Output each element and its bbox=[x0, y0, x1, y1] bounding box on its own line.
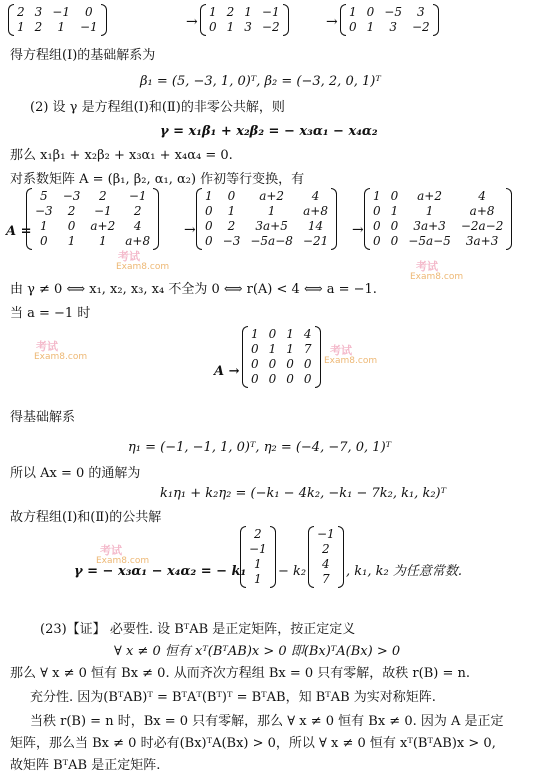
matrix-cell: 0 bbox=[205, 204, 213, 218]
matrix-cell: −1 bbox=[317, 527, 335, 541]
matrix-cell: 1 bbox=[205, 189, 213, 203]
matrix-cell: 2 bbox=[322, 542, 330, 556]
matrix-cell: 1 bbox=[425, 204, 434, 218]
matrix-grid bbox=[346, 4, 433, 36]
matrix-cell: 1 bbox=[366, 20, 375, 34]
matrix-grid bbox=[206, 4, 283, 36]
bracket-right bbox=[506, 188, 512, 250]
matrix-cell: 2 bbox=[34, 20, 43, 34]
formula-part: − k₂ bbox=[278, 564, 307, 579]
matrix-cell: 1 bbox=[373, 189, 381, 203]
matrix-cell: a+2 bbox=[417, 189, 442, 203]
matrix-cell: 0 bbox=[286, 372, 294, 386]
matrix-cell: −1 bbox=[79, 20, 98, 34]
matrix-cell: 0 bbox=[85, 5, 93, 19]
matrix-a bbox=[26, 188, 159, 250]
matrix-cell: 0 bbox=[67, 219, 76, 233]
matrix-cell: 0 bbox=[209, 20, 217, 34]
matrix-cell: 1 bbox=[254, 557, 262, 571]
matrix-cell: 0 bbox=[349, 20, 357, 34]
matrix-cell: 1 bbox=[286, 327, 294, 341]
arrow: → bbox=[186, 14, 198, 30]
watermark-url: Exam8.com bbox=[96, 556, 150, 566]
matrix-cell: 0 bbox=[286, 357, 294, 371]
text-line: 故矩阵 BᵀAB 是正定矩阵. bbox=[10, 758, 161, 773]
text-line: (23)【证】 必要性. 设 BᵀAB 是正定矩阵，按正定定义 bbox=[40, 622, 356, 637]
vector-2 bbox=[308, 526, 344, 588]
watermark-logo: 考试 bbox=[36, 340, 58, 353]
matrix-cell: 1 bbox=[99, 234, 107, 248]
bracket-right bbox=[101, 4, 107, 36]
formula-line: γ = x₁β₁ + x₂β₂ = − x₃α₁ − x₄α₂ bbox=[160, 124, 378, 139]
matrix-cell: 0 bbox=[268, 372, 277, 386]
matrix-cell: 0 bbox=[268, 327, 277, 341]
matrix-cell: 2 bbox=[99, 189, 107, 203]
matrix-cell: 1 bbox=[268, 342, 277, 356]
matrix-cell: −2a−2 bbox=[460, 219, 504, 233]
matrix-cell: 4 bbox=[311, 189, 320, 203]
matrix-cell: 0 bbox=[390, 189, 399, 203]
matrix-cell: 3 bbox=[417, 5, 425, 19]
matrix-cell: 1 bbox=[251, 327, 259, 341]
matrix-cell: 2 bbox=[17, 5, 25, 19]
matrix-cell: a+8 bbox=[125, 234, 151, 248]
matrix-cell: 3 bbox=[389, 20, 397, 34]
text-line: 对系数矩阵 A = (β₁, β₂, α₁, α₂) 作初等行变换，有 bbox=[10, 172, 305, 187]
matrix-cell: 1 bbox=[267, 204, 276, 218]
matrix-label-a: A → bbox=[214, 364, 240, 379]
bracket-right bbox=[433, 4, 439, 36]
bracket-right bbox=[153, 188, 159, 250]
matrix-cell: 0 bbox=[390, 219, 399, 233]
matrix-cell: 1 bbox=[17, 20, 25, 34]
matrix-cell: −1 bbox=[128, 189, 147, 203]
matrix-cell: −1 bbox=[93, 204, 112, 218]
matrix-cell: 1 bbox=[286, 342, 294, 356]
matrix-cell: a+2 bbox=[90, 219, 116, 233]
matrix-cell: 0 bbox=[303, 357, 312, 371]
formula-line: β₁ = (5, −3, 1, 0)ᵀ, β₂ = (−3, 2, 0, 1)ᵀ bbox=[140, 74, 381, 89]
matrix-cell: −3 bbox=[62, 189, 81, 203]
matrix-cell: 1 bbox=[226, 20, 235, 34]
matrix-cell: 1 bbox=[57, 20, 65, 34]
matrix-cell: −5a−8 bbox=[250, 234, 293, 248]
matrix-step-2 bbox=[364, 188, 512, 250]
matrix-cell: 2 bbox=[254, 527, 262, 541]
matrix-cell: 0 bbox=[251, 372, 259, 386]
matrix-cell: a+8 bbox=[303, 204, 328, 218]
matrix-cell: −5 bbox=[384, 5, 402, 19]
matrix-cell: −1 bbox=[52, 5, 70, 19]
matrix-cell: 3 bbox=[34, 5, 43, 19]
matrix-cell: 3 bbox=[244, 20, 252, 34]
text-line: 故方程组(Ⅰ)和(Ⅱ)的公共解 bbox=[10, 510, 162, 525]
matrix-cell: 2 bbox=[226, 5, 235, 19]
matrix-cell: 0 bbox=[373, 204, 381, 218]
matrix-cell: −21 bbox=[302, 234, 329, 248]
matrix-top-1 bbox=[8, 4, 107, 36]
matrix-cell: 0 bbox=[227, 189, 236, 203]
matrix-cell: 0 bbox=[251, 357, 259, 371]
matrix-cell: 1 bbox=[40, 219, 48, 233]
matrix-step-1 bbox=[196, 188, 337, 250]
text-line: 得方程组(Ⅰ)的基础解系为 bbox=[10, 48, 156, 63]
matrix-grid bbox=[32, 188, 153, 250]
text-line: 当 a = −1 时 bbox=[10, 306, 91, 321]
matrix-cell: 0 bbox=[373, 219, 381, 233]
matrix-cell: 0 bbox=[373, 234, 381, 248]
matrix-grid bbox=[248, 326, 315, 388]
matrix-cell: 0 bbox=[366, 5, 375, 19]
matrix-cell: 5 bbox=[40, 189, 48, 203]
text-line: 那么 x₁β₁ + x₂β₂ + x₃α₁ + x₄α₄ = 0. bbox=[10, 148, 233, 163]
matrix-cell: 0 bbox=[268, 357, 277, 371]
matrix-cell: 1 bbox=[67, 234, 76, 248]
matrix-cell: 4 bbox=[133, 219, 142, 233]
matrix-cell: −1 bbox=[261, 5, 280, 19]
matrix-top-3 bbox=[340, 4, 439, 36]
matrix-cell: a+8 bbox=[469, 204, 495, 218]
arrow: → bbox=[184, 222, 196, 238]
matrix-top-2 bbox=[200, 4, 289, 36]
matrix-cell: 3a+5 bbox=[255, 219, 288, 233]
matrix-cell: −3 bbox=[35, 204, 53, 218]
bracket-right bbox=[283, 4, 289, 36]
matrix-cell: 1 bbox=[244, 5, 252, 19]
watermark-url: Exam8.com bbox=[116, 262, 170, 272]
matrix-cell: −2 bbox=[411, 20, 430, 34]
formula-part: γ = − x₃α₁ − x₄α₂ = − k₁ bbox=[74, 564, 247, 579]
arrow: → bbox=[352, 222, 364, 238]
matrix-cell: 1 bbox=[254, 572, 262, 586]
matrix-label-a: A = bbox=[6, 224, 32, 239]
matrix-grid bbox=[370, 188, 506, 250]
matrix-cell: 14 bbox=[307, 219, 324, 233]
arrow: → bbox=[326, 14, 338, 30]
matrix-cell: 0 bbox=[40, 234, 48, 248]
matrix-cell: −3 bbox=[222, 234, 241, 248]
matrix-cell: 2 bbox=[133, 204, 142, 218]
matrix-cell: −2 bbox=[261, 20, 280, 34]
formula-line: k₁η₁ + k₂η₂ = (−k₁ − 4k₂, −k₁ − 7k₂, k₁, k₂)ᵀ bbox=[160, 486, 447, 501]
matrix-cell: 7 bbox=[303, 342, 312, 356]
vector-1 bbox=[240, 526, 276, 588]
matrix-grid bbox=[202, 188, 331, 250]
text-line: (2) 设 γ 是方程组(Ⅰ)和(Ⅱ)的非零公共解，则 bbox=[30, 100, 285, 115]
matrix-cell: 0 bbox=[205, 219, 213, 233]
bracket-right bbox=[331, 188, 337, 250]
matrix-cell: 0 bbox=[251, 342, 259, 356]
watermark-logo: 考试 bbox=[118, 250, 140, 263]
watermark-url: Exam8.com bbox=[324, 356, 378, 366]
matrix-cell: 1 bbox=[209, 5, 217, 19]
matrix-cell: 4 bbox=[478, 189, 486, 203]
formula-part: , k₁, k₂ 为任意常数. bbox=[346, 564, 462, 579]
matrix-cell: 2 bbox=[67, 204, 76, 218]
watermark-logo: 考试 bbox=[330, 344, 352, 357]
text-line: 得基础解系 bbox=[10, 410, 76, 425]
watermark-logo: 考试 bbox=[416, 260, 438, 273]
matrix-cell: 2 bbox=[227, 219, 236, 233]
matrix-cell: 1 bbox=[227, 204, 236, 218]
text-line: 所以 Ax = 0 的通解为 bbox=[10, 466, 141, 481]
matrix-grid bbox=[246, 526, 270, 588]
matrix-cell: −5a−5 bbox=[408, 234, 451, 248]
matrix-grid bbox=[314, 526, 338, 588]
matrix-cell: a+2 bbox=[259, 189, 285, 203]
watermark-url: Exam8.com bbox=[34, 352, 88, 362]
watermark-logo: 考试 bbox=[100, 544, 122, 557]
formula-line: η₁ = (−1, −1, 1, 0)ᵀ, η₂ = (−4, −7, 0, 1)ᵀ bbox=[128, 440, 392, 455]
matrix-cell: 3a+3 bbox=[413, 219, 446, 233]
text-line: 矩阵，那么当 Bx ≠ 0 时必有(Bx)ᵀA(Bx) > 0，所以 ∀ x ≠ 0 恒有 xᵀ(BᵀAB)x > 0, bbox=[10, 736, 496, 751]
watermark-url: Exam8.com bbox=[410, 272, 464, 282]
text-line: 当秩 r(B) = n 时，Bx = 0 只有零解，那么 ∀ x ≠ 0 恒有 Bx ≠ 0. 因为 A 是正定 bbox=[30, 714, 504, 729]
matrix-cell: 1 bbox=[390, 204, 399, 218]
text-line: 那么 ∀ x ≠ 0 恒有 Bx ≠ 0. 从而齐次方程组 Bx = 0 只有零解，故秩 r(B) = n. bbox=[10, 666, 470, 681]
formula-line: ∀ x ≠ 0 恒有 xᵀ(BᵀAB)x > 0 即(Bx)ᵀA(Bx) > 0 bbox=[114, 644, 401, 659]
matrix-reduced bbox=[242, 326, 321, 388]
matrix-cell: 7 bbox=[322, 572, 330, 586]
matrix-cell: −1 bbox=[249, 542, 267, 556]
matrix-cell: 1 bbox=[349, 5, 357, 19]
matrix-cell: 4 bbox=[303, 327, 312, 341]
bracket-right bbox=[338, 526, 344, 588]
bracket-right bbox=[315, 326, 321, 388]
matrix-cell: 4 bbox=[322, 557, 330, 571]
matrix-grid bbox=[14, 4, 101, 36]
text-line: 由 γ ≠ 0 ⟺ x₁, x₂, x₃, x₄ 不全为 0 ⟺ r(A) < 4 ⟺ a = −1. bbox=[10, 282, 377, 297]
matrix-cell: 0 bbox=[390, 234, 399, 248]
matrix-cell: 3a+3 bbox=[465, 234, 499, 248]
bracket-right bbox=[270, 526, 276, 588]
matrix-cell: 0 bbox=[205, 234, 213, 248]
text-line: 充分性. 因为(BᵀAB)ᵀ = BᵀAᵀ(Bᵀ)ᵀ = BᵀAB，知 BᵀAB 为实对称矩阵. bbox=[30, 690, 436, 705]
matrix-cell: 0 bbox=[303, 372, 312, 386]
